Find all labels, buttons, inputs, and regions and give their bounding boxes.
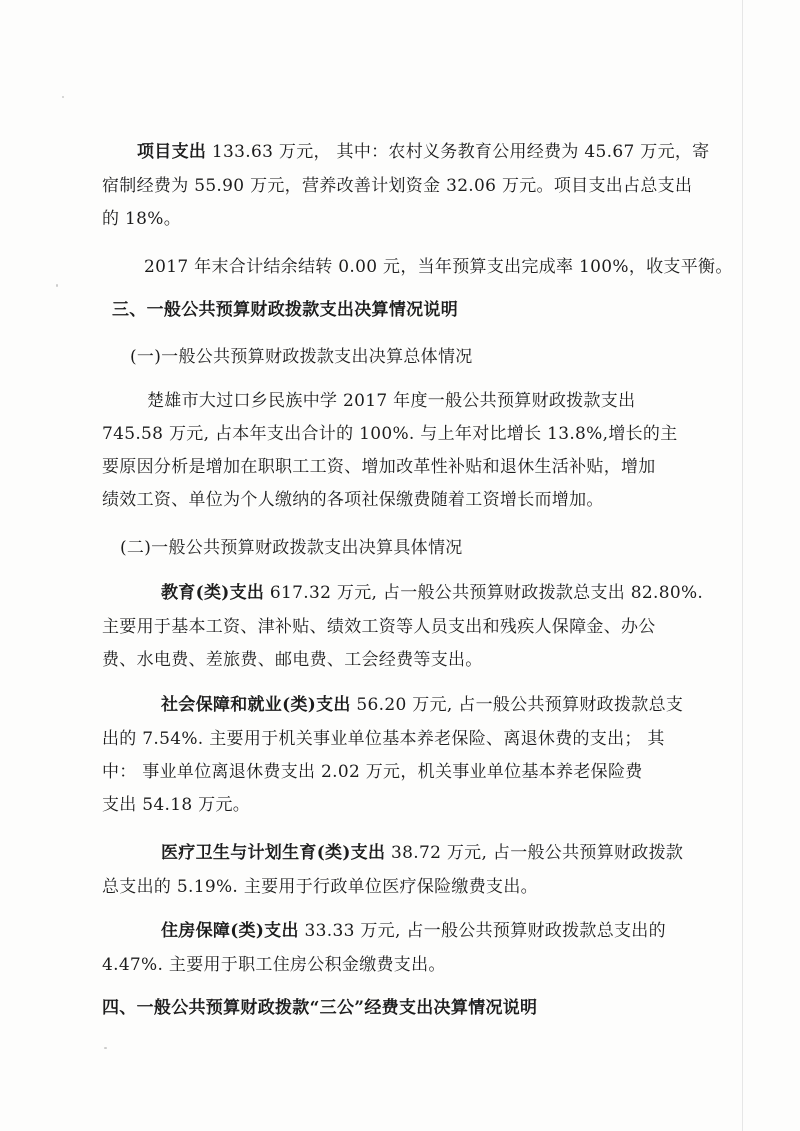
project-expense-line-1: [137, 141, 710, 163]
health-lead: 医疗卫生与计划生育(类)支出: [161, 843, 386, 863]
social-security-line-2: 出的 7.54%. 主要用于机关事业单位基本养老保险、离退休费的支出； 其: [102, 729, 665, 749]
housing-text: 33.33 万元, 占一般公共预算财政拨款总支出的: [304, 921, 666, 941]
health-line-2: 总支出的 5.19%. 主要用于行政单位医疗保险缴费支出。: [102, 877, 538, 897]
year-end-balance-line: 2017 年末合计结余结转 0.00 元，当年预算支出完成率 100%，收支平衡。: [144, 257, 733, 277]
project-expense-line-3: 的 18%。: [102, 209, 181, 229]
social-security-lead: 社会保障和就业(类)支出: [161, 695, 351, 715]
subsection-1-heading: (一)一般公共预算财政拨款支出决算总体情况: [130, 347, 473, 367]
social-security-line-3: 中： 事业单位离退休费支出 2.02 万元，机关事业单位基本养老保险费: [102, 762, 643, 782]
project-expense-line-2: 宿制经费为 55.90 万元，营养改善计划资金 32.06 万元。项目支出占总支出: [102, 176, 693, 196]
social-security-line-1: [161, 694, 683, 716]
housing-line-2: 4.47%. 主要用于职工住房公积金缴费支出。: [102, 955, 446, 975]
project-expense-text: 133.63 万元， 其中：农村义务教育公用经费为 45.67 万元，寄: [211, 142, 710, 162]
health-line-1: [161, 842, 683, 864]
overall-line-4: 绩效工资、单位为个人缴纳的各项社保缴费随着工资增长而增加。: [102, 490, 604, 510]
social-security-line-4: 支出 54.18 万元。: [102, 795, 251, 815]
health-text: 38.72 万元, 占一般公共预算财政拨款: [391, 843, 684, 863]
section-4-heading: 四、一般公共预算财政拨款“三公”经费支出决算情况说明: [102, 998, 538, 1018]
housing-line-1: [161, 920, 666, 942]
overall-line-1: 楚雄市大过口乡民族中学 2017 年度一般公共预算财政拨款支出: [147, 391, 636, 411]
housing-lead: 住房保障(类)支出: [161, 921, 299, 941]
overall-line-3: 要原因分析是增加在职职工工资、增加改革性补贴和退休生活补贴，增加: [102, 457, 656, 477]
education-text: 617.32 万元, 占一般公共预算财政拨款总支出 82.80%.: [269, 583, 704, 603]
scan-speck: [104, 1047, 107, 1049]
education-line-1: [161, 582, 703, 604]
scan-speck: [62, 96, 64, 98]
subsection-2-heading: (二)一般公共预算财政拨款支出决算具体情况: [120, 538, 463, 558]
education-line-3: 费、水电费、差旅费、邮电费、工会经费等支出。: [102, 650, 483, 670]
section-3-heading: 三、一般公共预算财政拨款支出决算情况说明: [112, 300, 458, 320]
scan-edge-shadow: [742, 0, 743, 1131]
scan-speck: [56, 284, 58, 287]
project-expense-lead: 项目支出: [137, 142, 207, 162]
education-lead: 教育(类)支出: [161, 583, 265, 603]
overall-line-2: 745.58 万元, 占本年支出合计的 100%. 与上年对比增长 13.8%,增长的主: [102, 424, 678, 444]
social-security-text: 56.20 万元, 占一般公共预算财政拨款总支: [356, 695, 684, 715]
education-line-2: 主要用于基本工资、津补贴、绩效工资等人员支出和残疾人保障金、办公: [102, 617, 656, 637]
